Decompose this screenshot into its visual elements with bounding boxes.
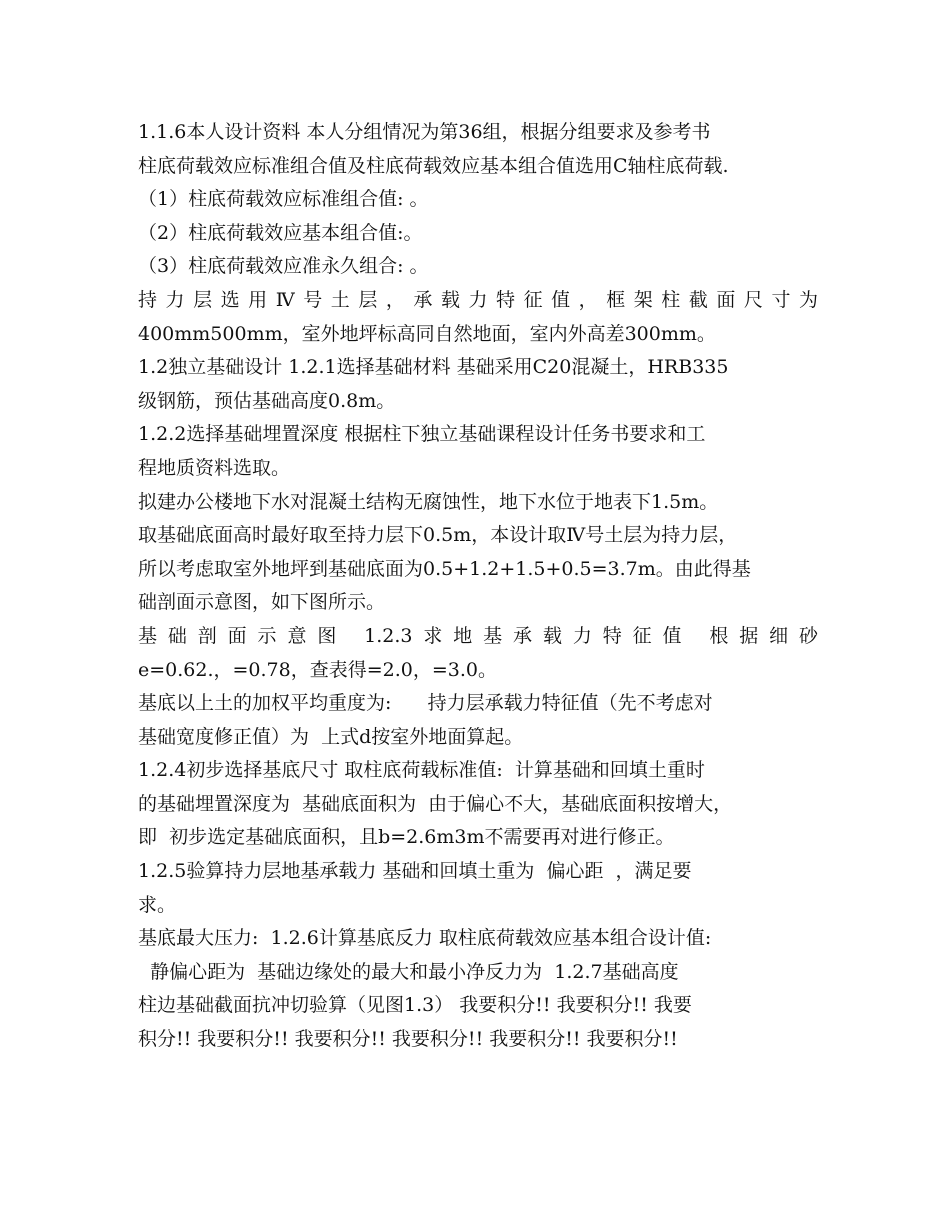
text-line: （1）柱底荷载效应标准组合值: 。 — [138, 188, 429, 211]
text-line: 柱底荷载效应标准组合值及柱底荷载效应基本组合值选用C轴柱底荷载. — [138, 154, 729, 177]
text-line: 基底最大压力: 1.2.6计算基底反力 取柱底荷载效应基本组合设计值: — [138, 927, 712, 950]
text-line: 1.2独立基础设计 1.2.1选择基础材料 基础采用C20混凝土，HRB335 — [138, 356, 729, 379]
text-line: 400mm500mm，室外地坪标高同自然地面，室内外高差300mm。 — [138, 322, 716, 345]
text-line: 1.2.5验算持力层地基承载力 基础和回填土重为 偏心距 ，满足要 — [138, 860, 692, 883]
text-line: 持力层选用Ⅳ号土层，承载力特征值，框架柱截面尺寸为 — [138, 288, 818, 311]
text-line: 1.2.4初步选择基底尺寸 取柱底荷载标准值: 计算基础和回填土重时 — [138, 759, 705, 782]
text-line: （3）柱底荷载效应准永久组合: 。 — [138, 255, 429, 278]
text-line: 级钢筋，预估基础高度0.8m。 — [138, 389, 396, 412]
text-line: （2）柱底荷载效应基本组合值:。 — [138, 221, 423, 244]
text-line: 拟建办公楼地下水对混凝土结构无腐蚀性，地下水位于地表下1.5m。 — [138, 490, 719, 513]
text-line: 础剖面示意图，如下图所示。 — [138, 591, 386, 614]
text-line: 所以考虑取室外地坪到基础底面为0.5+1.2+1.5+0.5=3.7m。由此得基 — [138, 557, 751, 580]
text-line: e=0.62.，=0.78，查表得=2.0，=3.0。 — [138, 658, 498, 681]
text-line: 1.1.6本人设计资料 本人分组情况为第36组，根据分组要求及参考书 — [138, 121, 711, 143]
text-line: 取基础底面高时最好取至持力层下0.5m，本设计取Ⅳ号土层为持力层， — [138, 524, 738, 547]
text-line: 柱边基础截面抗冲切验算（见图1.3） 我要积分!! 我要积分!! 我要 — [138, 994, 692, 1017]
text-line: 程地质资料选取。 — [138, 456, 291, 479]
text-line: 基底以上土的加权平均重度为: 持力层承载力特征值（先不考虑对 — [138, 692, 713, 715]
text-line: 1.2.2选择基础埋置深度 根据柱下独立基础课程设计任务书要求和工 — [138, 423, 706, 446]
text-line: 即 初步选定基础底面积，且b=2.6m3m不需要再对进行修正。 — [138, 826, 675, 849]
text-line: 的基础埋置深度为 基础底面积为 由于偏心不大，基础底面积按增大， — [138, 792, 733, 815]
text-line: 基础剖面示意图 1.2.3求地基承载力特征值 根据细砂 — [138, 624, 818, 647]
text-line: 静偏心距为 基础边缘处的最大和最小净反力为 1.2.7基础高度 — [138, 960, 679, 983]
document-body — [138, 116, 818, 1057]
text-line: 积分!! 我要积分!! 我要积分!! 我要积分!! 我要积分!! 我要积分!! — [138, 1028, 678, 1051]
text-line: 求。 — [138, 893, 177, 916]
text-line: 基础宽度修正值）为 上式d按室外地面算起。 — [138, 725, 524, 748]
